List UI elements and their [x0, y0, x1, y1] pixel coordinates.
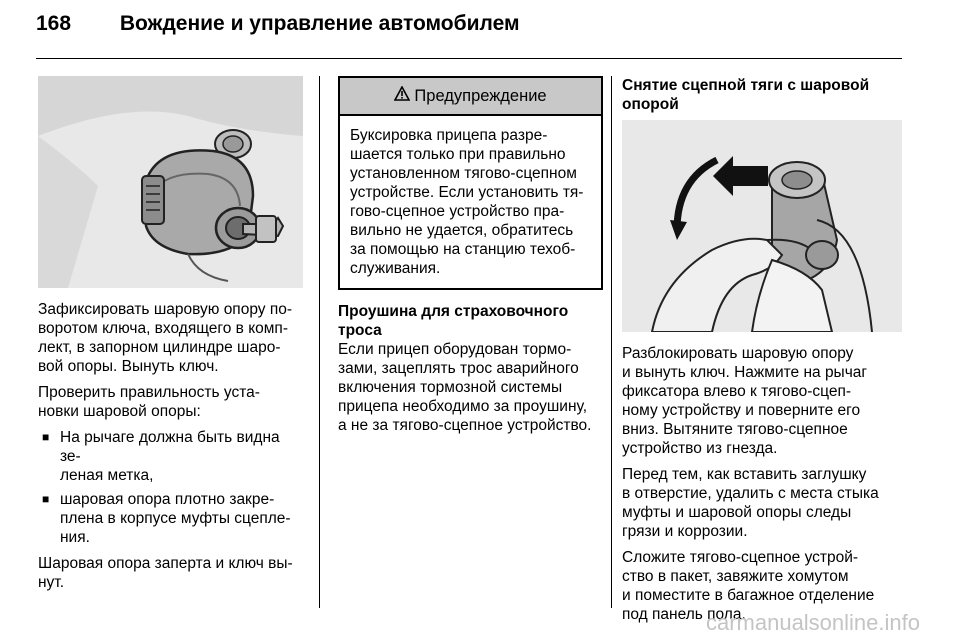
page-header — [36, 12, 520, 36]
heading-line: Снятие сцепной тяги с шаровой — [622, 77, 870, 94]
section-heading — [622, 76, 905, 114]
paragraph-line: ному устройству и поверните его — [622, 402, 861, 419]
warning-line: вильно не удается, обратитесь — [350, 222, 574, 239]
paragraph-line: воротом ключа, входящего в комп- — [38, 320, 288, 337]
warning-line: установленном тягово-сцепном — [350, 165, 577, 182]
heading-line: опорой — [622, 96, 679, 113]
paragraph-line: Перед тем, как вставить заглушку — [622, 466, 867, 483]
check-list — [38, 428, 303, 547]
paragraph-line: новки шаровой опоры: — [38, 403, 201, 420]
warning-triangle-icon — [394, 86, 410, 106]
tow-ball-removal-icon — [622, 120, 902, 332]
paragraph-line: нут. — [38, 574, 64, 591]
list-item-line: плена в корпусе муфты сцепле- — [60, 510, 291, 527]
paragraph-line: Сложите тягово-сцепное устрой- — [622, 549, 859, 566]
warning-line: служивания. — [350, 260, 441, 277]
paragraph-line: Если прицеп оборудован тормо- — [338, 341, 572, 358]
column-left — [38, 76, 303, 599]
warning-header — [340, 78, 601, 116]
tow-ball-lock-icon — [38, 76, 303, 288]
paragraph-line: Зафиксировать шаровую опору по- — [38, 301, 293, 318]
paragraph-line: зами, зацеплять трос аварийного — [338, 360, 579, 377]
paragraph-line: вниз. Вытяните тягово-сцепное — [622, 421, 848, 438]
page-title: Вождение и управление автомобилем — [119, 12, 520, 35]
paragraph-line: устройство из гнезда. — [622, 440, 778, 457]
list-item-line: шаровая опора плотно закре- — [60, 491, 275, 508]
warning-line: Буксировка прицепа разре- — [350, 127, 548, 144]
heading-line: Проушина для страховочного — [338, 303, 569, 320]
warning-title: Предупреждение — [414, 86, 547, 105]
paragraph-line: Разблокировать шаровую опору — [622, 345, 854, 362]
warning-body — [340, 116, 601, 288]
paragraph-line: прицепа необходимо за проушину, — [338, 398, 588, 415]
paragraph-line: и поместите в багажное отделение — [622, 587, 875, 604]
column-middle — [338, 76, 603, 442]
paragraph-line: под панель пола. — [622, 606, 746, 623]
warning-line: устройстве. Если установить тя- — [350, 184, 584, 201]
paragraph-line: в отверстие, удалить с места стыка — [622, 485, 879, 502]
warning-box — [338, 76, 603, 290]
tow-ball-removal-figure — [622, 120, 902, 332]
paragraph-line: грязи и коррозии. — [622, 523, 748, 540]
warning-line: шается только при правильно — [350, 146, 566, 163]
list-item-line: На рычаге должна быть видна зе- — [60, 429, 280, 465]
list-item — [38, 428, 303, 485]
column-right — [622, 76, 905, 631]
column-divider — [611, 76, 612, 608]
section-heading — [338, 302, 603, 340]
paragraph-line: лект, в запорном цилиндре шаро- — [38, 339, 281, 356]
paragraph-line: и вынуть ключ. Нажмите на рычаг — [622, 364, 868, 381]
list-item-line: леная метка, — [60, 467, 154, 484]
paragraph-line: Проверить правильность уста- — [38, 384, 260, 401]
tow-ball-lock-figure — [38, 76, 303, 288]
page-number: 168 — [36, 12, 72, 35]
heading-line: троса — [338, 322, 382, 339]
list-item — [38, 490, 303, 547]
paragraph-line: включения тормозной системы — [338, 379, 563, 396]
warning-line: за помощью на станцию техоб- — [350, 241, 576, 258]
watermark: carmanualsonline.info — [705, 610, 920, 635]
paragraph-line: Шаровая опора заперта и ключ вы- — [38, 555, 293, 572]
paragraph-line: вой опоры. Вынуть ключ. — [38, 358, 219, 375]
column-divider — [319, 76, 320, 608]
warning-line: гово-сцепное устройство пра- — [350, 203, 565, 220]
list-item-line: ния. — [60, 529, 90, 546]
paragraph-line: ство в пакет, завяжите хомутом — [622, 568, 849, 585]
paragraph-line: фиксатора влево к тягово-сцеп- — [622, 383, 852, 400]
paragraph-line: а не за тягово-сцепное устройство. — [338, 417, 592, 434]
paragraph-line: муфты и шаровой опоры следы — [622, 504, 852, 521]
header-rule — [36, 58, 902, 59]
